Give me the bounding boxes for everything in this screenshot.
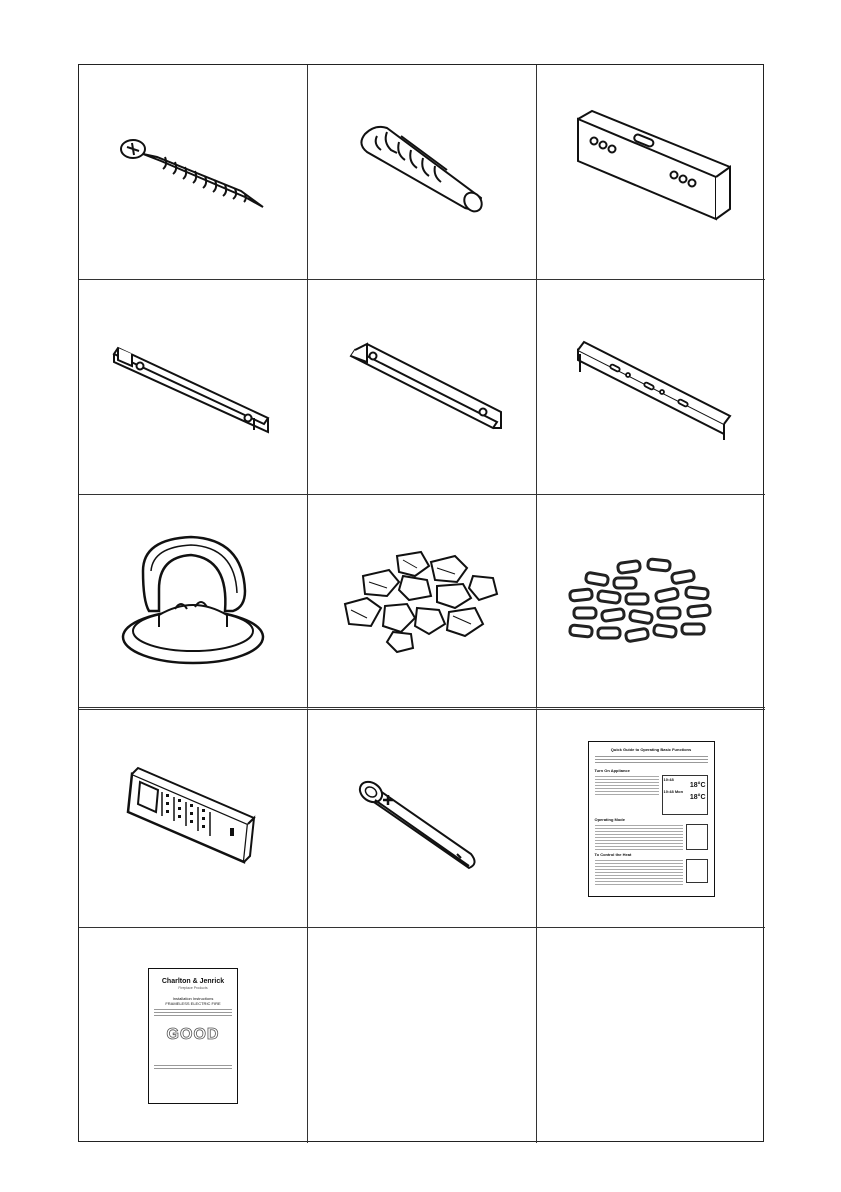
quick-guide-section-3: To Control the Heat bbox=[594, 851, 632, 857]
cell-pebbles bbox=[308, 495, 537, 710]
cell-battery bbox=[308, 710, 537, 928]
angle-bracket-right-icon bbox=[337, 332, 507, 442]
cell-empty-1 bbox=[308, 928, 537, 1143]
suction-lifter-icon bbox=[113, 531, 273, 671]
cell-angle-bracket-left bbox=[79, 280, 308, 495]
quick-guide-title: Quick Guide to Operating Basic Functions bbox=[610, 746, 692, 752]
parts-grid bbox=[78, 64, 764, 1142]
quick-guide-section-1: Turn On Appliance bbox=[594, 767, 630, 773]
cell-mounting-bracket bbox=[537, 65, 765, 280]
cell-wall-plug bbox=[308, 65, 537, 280]
quick-guide-icon bbox=[588, 741, 715, 897]
mounting-bracket-icon bbox=[566, 107, 736, 237]
log-fuel-bed-icon bbox=[566, 556, 736, 646]
cell-hanging-rail bbox=[537, 280, 765, 495]
quick-guide-temp-1: 18°C bbox=[689, 781, 706, 789]
cell-empty-2 bbox=[537, 928, 765, 1143]
cell-instruction-manual bbox=[79, 928, 308, 1143]
pebbles-icon bbox=[337, 546, 507, 656]
manual-logo: GOOD bbox=[166, 1025, 220, 1043]
battery-icon bbox=[347, 764, 497, 874]
quick-guide-time-1: 10:48 bbox=[663, 776, 674, 782]
screw-icon bbox=[113, 127, 273, 217]
cell-angle-bracket-right bbox=[308, 280, 537, 495]
remote-control-icon bbox=[118, 764, 268, 874]
manual-line-1: Fireplace Products bbox=[178, 985, 208, 990]
hanging-rail-icon bbox=[566, 332, 736, 442]
cell-screw bbox=[79, 65, 308, 280]
angle-bracket-left-icon bbox=[108, 332, 278, 442]
manual-line-2: Installation Instructions bbox=[172, 995, 214, 1001]
cell-quick-guide bbox=[537, 710, 765, 928]
instruction-manual-icon bbox=[148, 968, 238, 1104]
wall-plug-icon bbox=[347, 122, 497, 222]
quick-guide-temp-2: 18°C bbox=[689, 793, 706, 801]
quick-guide-section-2: Operating Mode bbox=[594, 816, 625, 822]
cell-suction-lifter bbox=[79, 495, 308, 710]
quick-guide-time-2: 10:48 Mon bbox=[663, 788, 684, 794]
cell-log-fuel-bed bbox=[537, 495, 765, 710]
cell-remote-control bbox=[79, 710, 308, 928]
manual-line-3: FRAMELESS ELECTRIC FIRE bbox=[165, 1000, 221, 1006]
manual-brand: Charlton & Jenrick bbox=[161, 977, 225, 985]
